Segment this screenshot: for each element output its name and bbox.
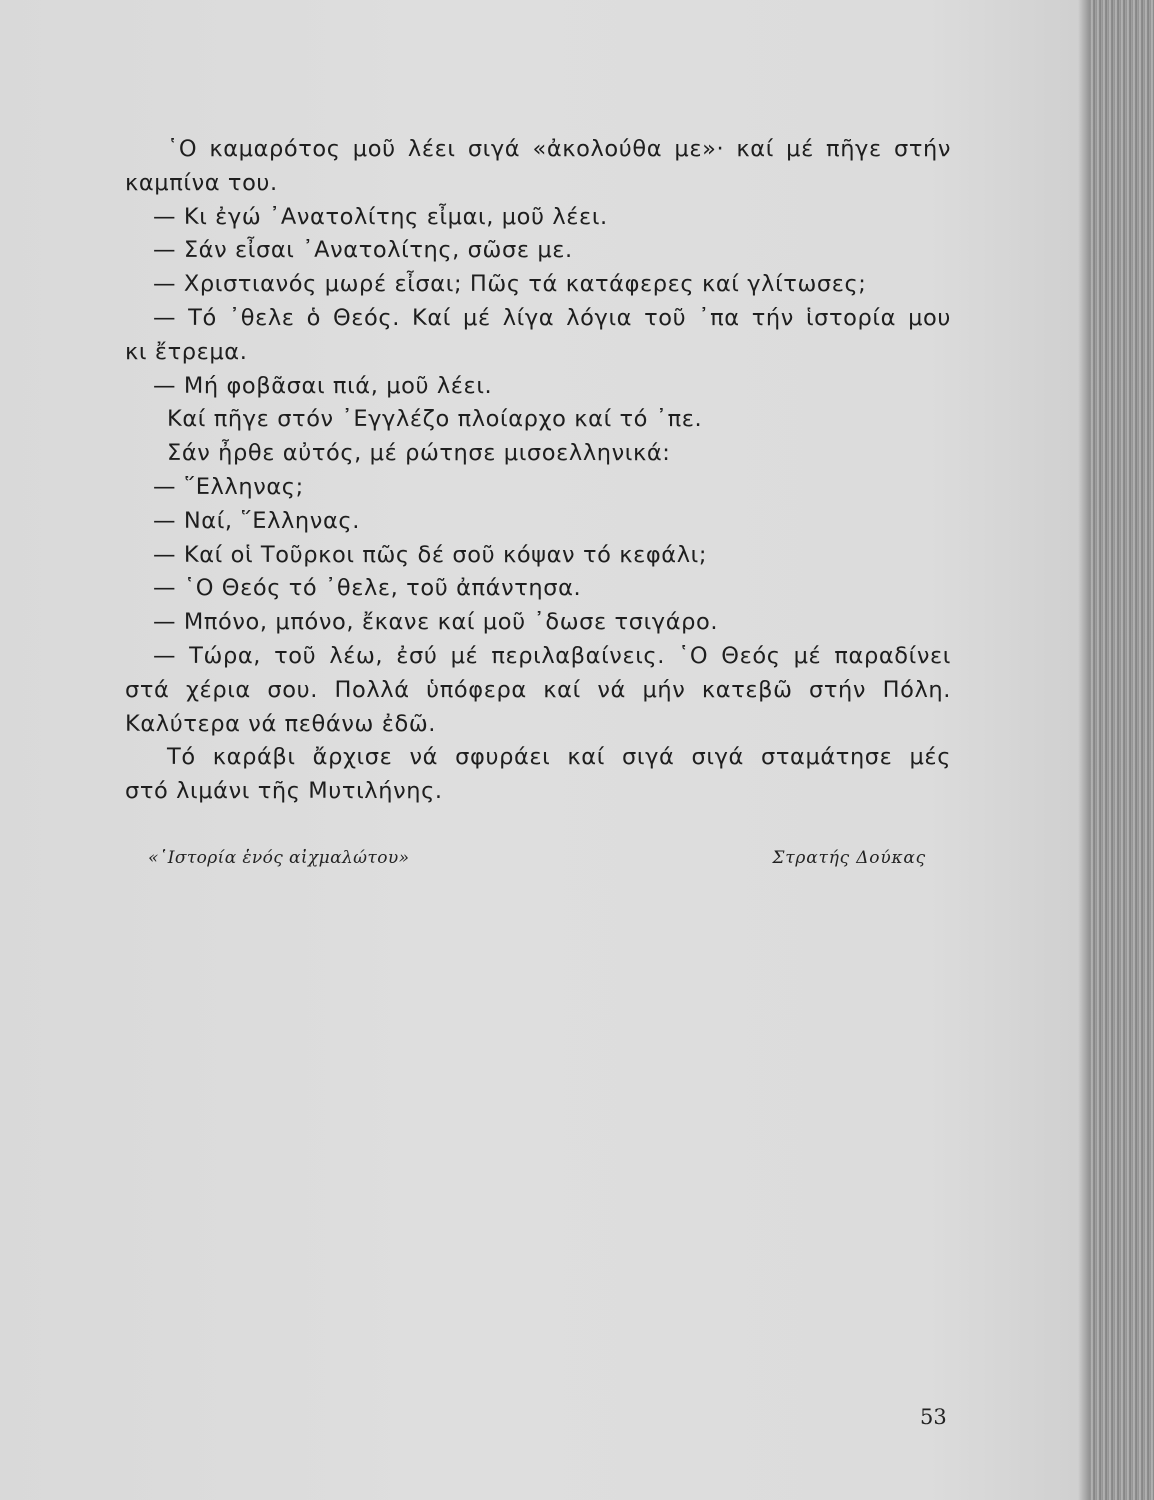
story-line: — Καί οἱ Τοῦρκοι πῶς δέ σοῦ κόψαν τό κεφάλι; [153,541,708,568]
author-name: Στρατής Δούκας [772,848,926,868]
story-text [125,133,951,809]
story-line: Καλύτερα νά πεθάνω ἐδῶ. [125,710,437,737]
story-line: — Μή φοβᾶσαι πιά, μοῦ λέει. [153,372,493,399]
page-number: 53 [920,1405,947,1429]
story-line: — Τό ᾿θελε ὁ Θεός. Καί μέ λίγα λόγια τοῦ ᾿πα τήν ἱστορία μου [153,304,951,331]
book-page-edges [1090,0,1154,1500]
story-line: Σάν ἦρθε αὐτός, μέ ρώτησε μισοελληνικά: [167,440,671,467]
story-line: ῾Ο καμαρότος μοῦ λέει σιγά «ἀκολούθα με»· καί μέ πῆγε στήν [167,136,951,162]
story-line: — Σάν εἶσαι ᾿Ανατολίτης, σῶσε με. [153,237,573,264]
story-line: Τό καράβι ἄρχισε νά σφυράει καί σιγά σιγά σταμάτησε μές [167,744,951,771]
story-line: — ῞Ελληνας; [153,473,304,500]
story-line: καμπίνα του. [125,169,278,196]
story-line: — ῾Ο Θεός τό ᾿θελε, τοῦ ἀπάντησα. [153,575,582,602]
page-gutter-shadow [1078,0,1090,1500]
story-line: — Κι ἐγώ ᾿Ανατολίτης εἶμαι, μοῦ λέει. [153,203,608,230]
citation-footer [148,848,926,878]
story-line: Καί πῆγε στόν ᾿Εγγλέζο πλοίαρχο καί τό ᾿πε. [167,406,703,433]
story-line: — Μπόνο, μπόνο, ἔκανε καί μοῦ ᾿δωσε τσιγάρο. [153,609,719,636]
story-line: στά χέρια σου. Πολλά ὑπόφερα καί νά μήν κατεβῶ στήν Πόλη. [125,676,951,703]
story-line: στό λιμάνι τῆς Μυτιλήνης. [125,778,443,805]
story-line: — Τώρα, τοῦ λέω, ἐσύ μέ περιλαβαίνεις. ῾Ο Θεός μέ παραδίνει [153,642,951,669]
story-line: κι ἔτρεμα. [125,338,248,365]
story-line: — Χριστιανός μωρέ εἶσαι; Πῶς τά κατάφερες καί γλίτωσες; [153,271,867,298]
source-title: «῾Ιστορία ἑνός αἰχμαλώτου» [148,848,410,868]
story-line: — Ναί, ῞Ελληνας. [153,507,360,534]
